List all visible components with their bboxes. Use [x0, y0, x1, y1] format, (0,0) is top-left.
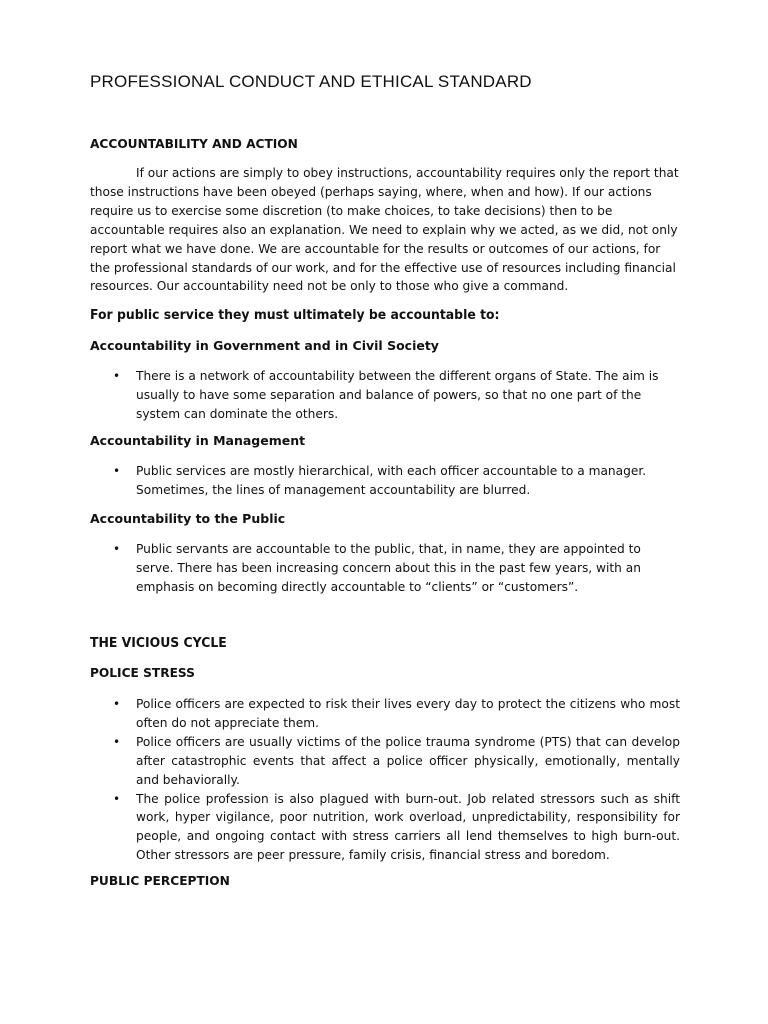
list-item	[90, 540, 680, 597]
bullet-icon: •	[113, 464, 121, 478]
bullet-icon: •	[113, 791, 121, 806]
heading-accountability-and-action: ACCOUNTABILITY AND ACTION	[90, 137, 298, 151]
bullet-icon: •	[113, 697, 121, 711]
subheading-public: Accountability to the Public	[90, 511, 286, 526]
document-title: PROFESSIONAL CONDUCT AND ETHICAL STANDARD	[90, 72, 532, 91]
bullet-icon: •	[113, 542, 121, 556]
bullet-icon: •	[113, 734, 121, 749]
bullet-list-police-stress	[90, 695, 680, 865]
heading-vicious-cycle: THE VICIOUS CYCLE	[90, 635, 227, 651]
list-item	[90, 733, 680, 790]
accountability-paragraph-text: If our actions are simply to obey instructions, accountability requires only the report that those instructions have been obeyed (perhaps saying, where, when and how). If our actions require us to exercise some discretion (to make choices, to take decisions) then to be accountable requires also an explanation. We need to explain why we acted, as we did, not only report what we have done. We are accountable for the results or outcomes of our actions, for the professional standards of our work, and for the effective use of resources including financial resources. Our accountability need not be only to those who give a command.	[90, 166, 679, 294]
subheading-management: Accountability in Management	[90, 433, 306, 448]
list-item	[90, 462, 680, 500]
bullet-text: The police profession is also plagued with burn-out. Job related stressors such as shift work, hyper vigilance, poor nutrition, work overload, unpredictability, responsibility for people, and ongoing contact with stress carriers all lend themselves to high burn-out. Other stressors are peer pressure, family crisis, financial stress and boredom.	[136, 791, 680, 863]
bullet-list-government	[90, 367, 680, 424]
list-item	[90, 695, 680, 733]
bullet-text: Public servants are accountable to the public, that, in name, they are appointed to serve. There has been increasing concern about this in the past few years, with an emphasis on becoming directly accountable to “clients” or “customers”.	[136, 542, 641, 594]
bullet-text: There is a network of accountability between the different organs of State. The aim is usually to have some separation and balance of powers, so that no one part of the system can dominate the others.	[136, 369, 659, 421]
subheading-government-civil-society: Accountability in Government and in Civil Society	[90, 338, 439, 353]
bullet-text: Police officers are usually victims of the police trauma syndrome (PTS) that can develop after catastrophic events that affect a police officer physically, emotionally, mentally and behaviorally.	[136, 734, 680, 787]
list-item	[90, 367, 680, 424]
bullet-list-management	[90, 462, 680, 500]
public-service-heading: For public service they must ultimately be accountable to:	[90, 307, 500, 323]
bullet-text: Public services are mostly hierarchical, with each officer accountable to a manager. Sometimes, the lines of management accountability are blurred.	[136, 464, 647, 497]
bullet-text: Police officers are expected to risk their lives every day to protect the citizens who most often do not appreciate them.	[136, 697, 680, 730]
subheading-police-stress: POLICE STRESS	[90, 666, 195, 680]
bullet-list-public	[90, 540, 680, 597]
heading-public-perception: PUBLIC PERCEPTION	[90, 874, 230, 888]
accountability-paragraph	[90, 164, 680, 296]
bullet-icon: •	[113, 369, 121, 383]
list-item	[90, 790, 680, 866]
